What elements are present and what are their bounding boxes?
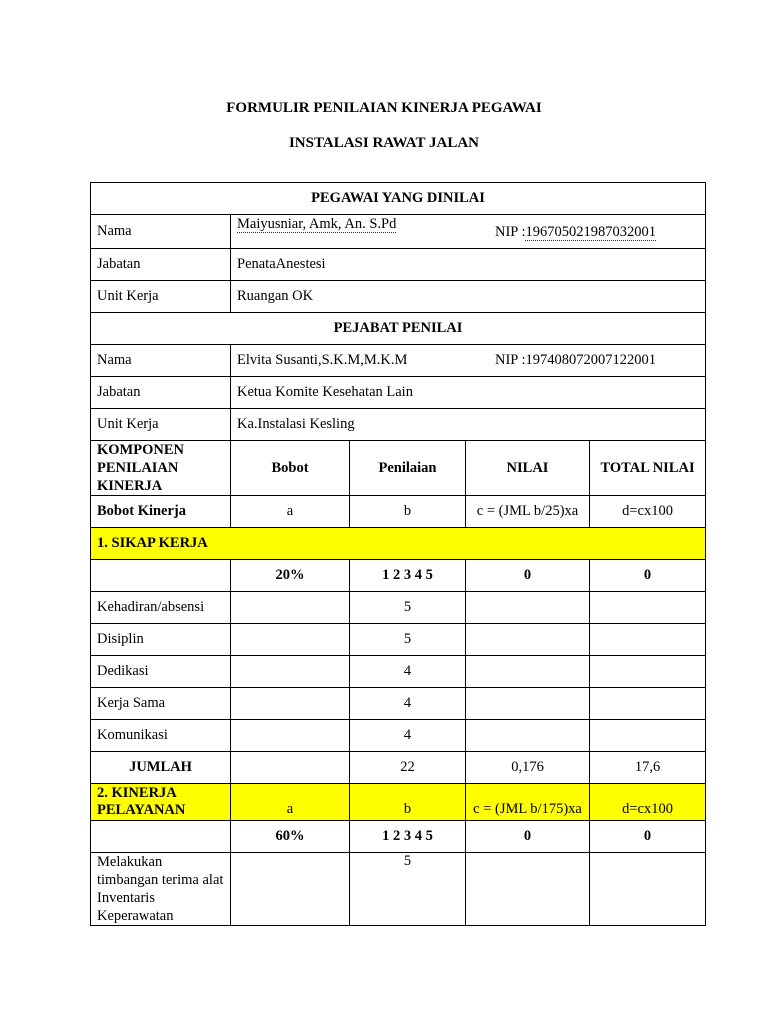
pegawai-jabatan-value: PenataAnestesi [231,249,706,281]
col-total: TOTAL NILAI [590,441,706,496]
pejabat-unit-label: Unit Kerja [91,409,231,441]
pegawai-section-title: PEGAWAI YANG DINILAI [91,183,706,215]
table-row [91,656,706,688]
table-row [91,720,706,752]
jumlah-total: 17,6 [590,752,706,784]
item-nilai [466,592,590,624]
pegawai-unit-label: Unit Kerja [91,281,231,313]
pejabat-nama-label: Nama [91,345,231,377]
table-row [91,688,706,720]
jumlah-penilaian: 22 [350,752,466,784]
pelayanan-b: b [350,784,466,821]
item-bobot [231,592,350,624]
pelayanan-c: c = (JML b/175)xa [466,784,590,821]
pegawai-jabatan-row [91,249,706,281]
item-nilai [466,720,590,752]
item-bobot [231,624,350,656]
form-title: FORMULIR PENILAIAN KINERJA PEGAWAI [226,100,542,116]
sikap-nilai: 0 [466,560,590,592]
column-header-row [91,441,706,496]
assessment-table [90,182,706,926]
pejabat-jabatan-value: Ketua Komite Kesehatan Lain [231,377,706,409]
table-row [91,624,706,656]
item-score: 5 [350,592,466,624]
bobot-c: c = (JML b/25)xa [466,496,590,528]
jumlah-nilai: 0,176 [466,752,590,784]
bobot-kinerja-label: Bobot Kinerja [91,496,231,528]
sikap-section-header [91,528,706,560]
pegawai-nama-row [91,215,706,249]
item-total [590,720,706,752]
col-bobot: Bobot [231,441,350,496]
pegawai-nama-label: Nama [91,215,231,249]
item-bobot [231,688,350,720]
pejabat-unit-value: Ka.Instalasi Kesling [231,409,706,441]
item-label: Kerja Sama [91,688,231,720]
bobot-kinerja-row [91,496,706,528]
table-row [91,592,706,624]
item-total [590,656,706,688]
item-label: Kehadiran/absensi [91,592,231,624]
pegawai-nip [495,224,656,241]
pegawai-unit-row [91,281,706,313]
pegawai-nama-cell [231,215,706,249]
item-bobot [231,656,350,688]
item-nilai [466,624,590,656]
item-nilai [466,853,590,926]
pelayanan-a: a [231,784,350,821]
pejabat-unit-row [91,409,706,441]
table-row [91,853,706,926]
sikap-title: 1. SIKAP KERJA [91,528,706,560]
sikap-scale: 1 2 3 4 5 [350,560,466,592]
pegawai-jabatan-label: Jabatan [91,249,231,281]
sikap-jumlah-row [91,752,706,784]
pejabat-section-title: PEJABAT PENILAI [91,313,706,345]
jumlah-bobot [231,752,350,784]
pejabat-nama-row [91,345,706,377]
item-label: Komunikasi [91,720,231,752]
col-nilai: NILAI [466,441,590,496]
pejabat-nama-cell [231,345,706,377]
sikap-bobot-row [91,560,706,592]
col-komponen: KOMPONEN PENILAIAN KINERJA [91,441,231,496]
pejabat-jabatan-row [91,377,706,409]
sikap-bobot: 20% [231,560,350,592]
form-subtitle: INSTALASI RAWAT JALAN [288,135,480,151]
pegawai-nip-value: 196705021987032001 [525,224,656,240]
item-score: 4 [350,656,466,688]
pegawai-nama-value: Maiyusniar, Amk, An. S.Pd [237,216,397,232]
item-score: 4 [350,688,466,720]
pelayanan-title: 2. KINERJA PELAYANAN [91,784,231,821]
item-total [590,853,706,926]
item-nilai [466,656,590,688]
jumlah-label: JUMLAH [91,752,231,784]
pejabat-nip: NIP :197408072007122001 [495,352,656,368]
item-label: Disiplin [91,624,231,656]
item-bobot [231,853,350,926]
item-total [590,624,706,656]
item-score: 5 [350,624,466,656]
bobot-d: d=cx100 [590,496,706,528]
item-score: 5 [350,853,466,926]
pegawai-nip-label: NIP : [495,224,526,240]
pelayanan-section-header [91,784,706,821]
item-label: Melakukan timbangan terima alat Inventaris Keperawatan [91,853,231,926]
pegawai-section-header [91,183,706,215]
item-nilai [466,688,590,720]
pelayanan-total: 0 [590,821,706,853]
pelayanan-d: d=cx100 [590,784,706,821]
item-score: 4 [350,720,466,752]
pejabat-jabatan-label: Jabatan [91,377,231,409]
pegawai-unit-value: Ruangan OK [231,281,706,313]
bobot-b: b [350,496,466,528]
item-bobot [231,720,350,752]
pejabat-section-header [91,313,706,345]
col-penilaian: Penilaian [350,441,466,496]
pejabat-nama-value: Elvita Susanti,S.K.M,M.K.M [237,352,408,368]
bobot-a: a [231,496,350,528]
pelayanan-bobot-row [91,821,706,853]
sikap-total: 0 [590,560,706,592]
pelayanan-nilai: 0 [466,821,590,853]
pelayanan-scale: 1 2 3 4 5 [350,821,466,853]
item-total [590,592,706,624]
item-label: Dedikasi [91,656,231,688]
sikap-blank [91,560,231,592]
item-total [590,688,706,720]
pelayanan-blank [91,821,231,853]
pelayanan-bobot: 60% [231,821,350,853]
